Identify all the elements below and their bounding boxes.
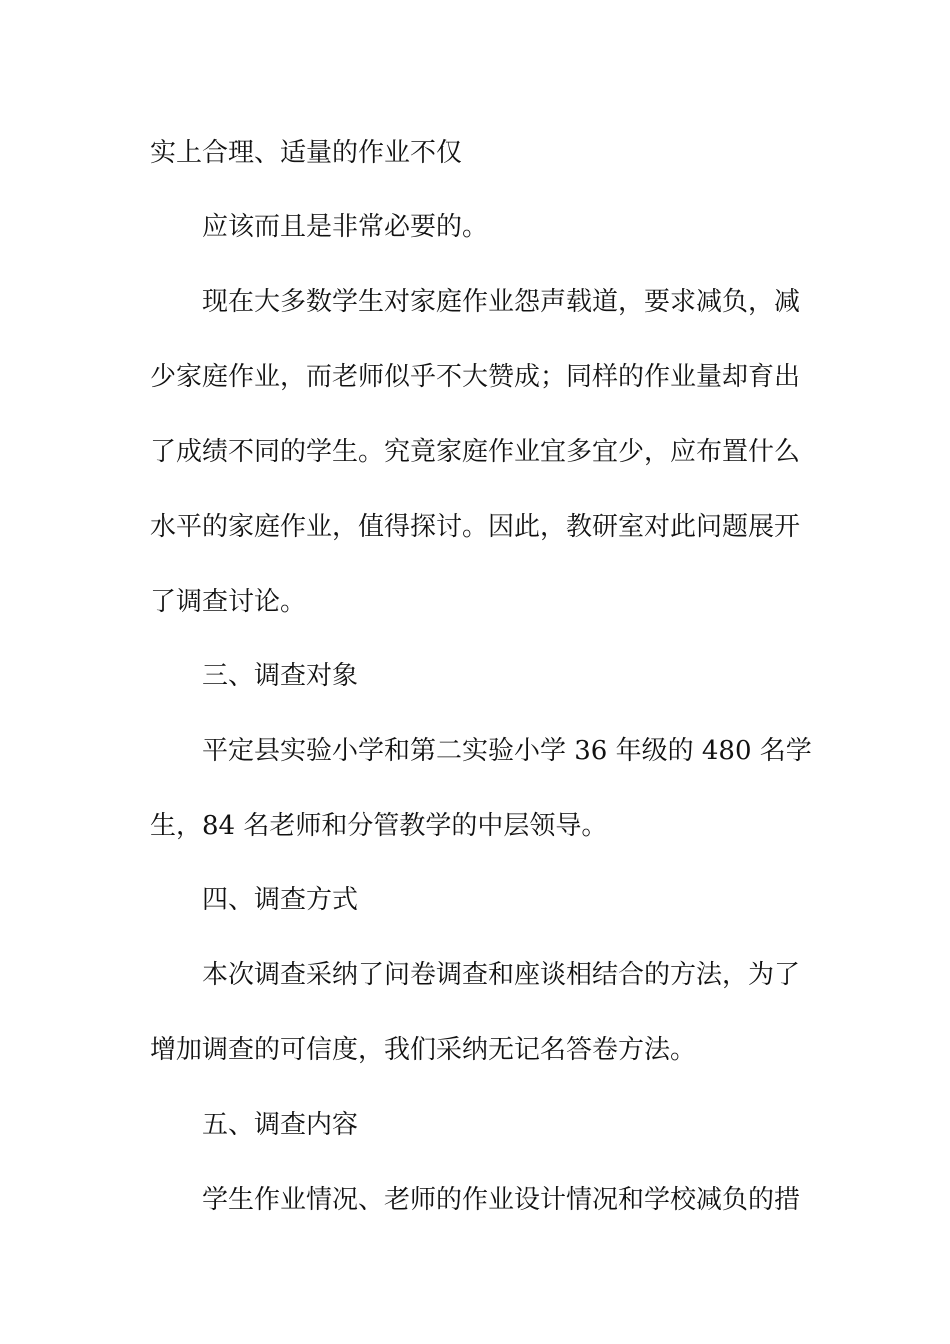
paragraph-start-line: 平定县实验小学和第二实验小学 36 年级的 480 名学 (202, 736, 812, 766)
body-text-line: 增加调查的可信度，我们采纳无记名答卷方法。 (150, 1035, 697, 1065)
body-text-line: 了调查讨论。 (150, 587, 307, 617)
section-heading: 三、调查对象 (202, 661, 359, 691)
paragraph-start-line: 学生作业情况、老师的作业设计情况和学校减负的措 (202, 1185, 801, 1215)
body-text-line: 少家庭作业，而老师似乎不大赞成；同样的作业量却育出 (150, 362, 801, 392)
body-text-line: 了成绩不同的学生。究竟家庭作业宜多宜少，应布置什么 (150, 437, 801, 467)
section-heading: 五、调查内容 (202, 1110, 359, 1140)
body-text-line: 水平的家庭作业，值得探讨。因此，教研室对此问题展开 (150, 512, 801, 542)
paragraph-start-line: 现在大多数学生对家庭作业怨声载道，要求减负，减 (202, 287, 801, 317)
paragraph-start-line: 本次调查采纳了问卷调查和座谈相结合的方法，为了 (202, 960, 801, 990)
section-heading: 四、调查方式 (202, 885, 359, 915)
body-text-line: 生，84 名老师和分管教学的中层领导。 (150, 811, 608, 841)
body-text-line: 实上合理、适量的作业不仅 (150, 138, 463, 168)
body-text-line: 应该而且是非常必要的。 (202, 212, 489, 242)
